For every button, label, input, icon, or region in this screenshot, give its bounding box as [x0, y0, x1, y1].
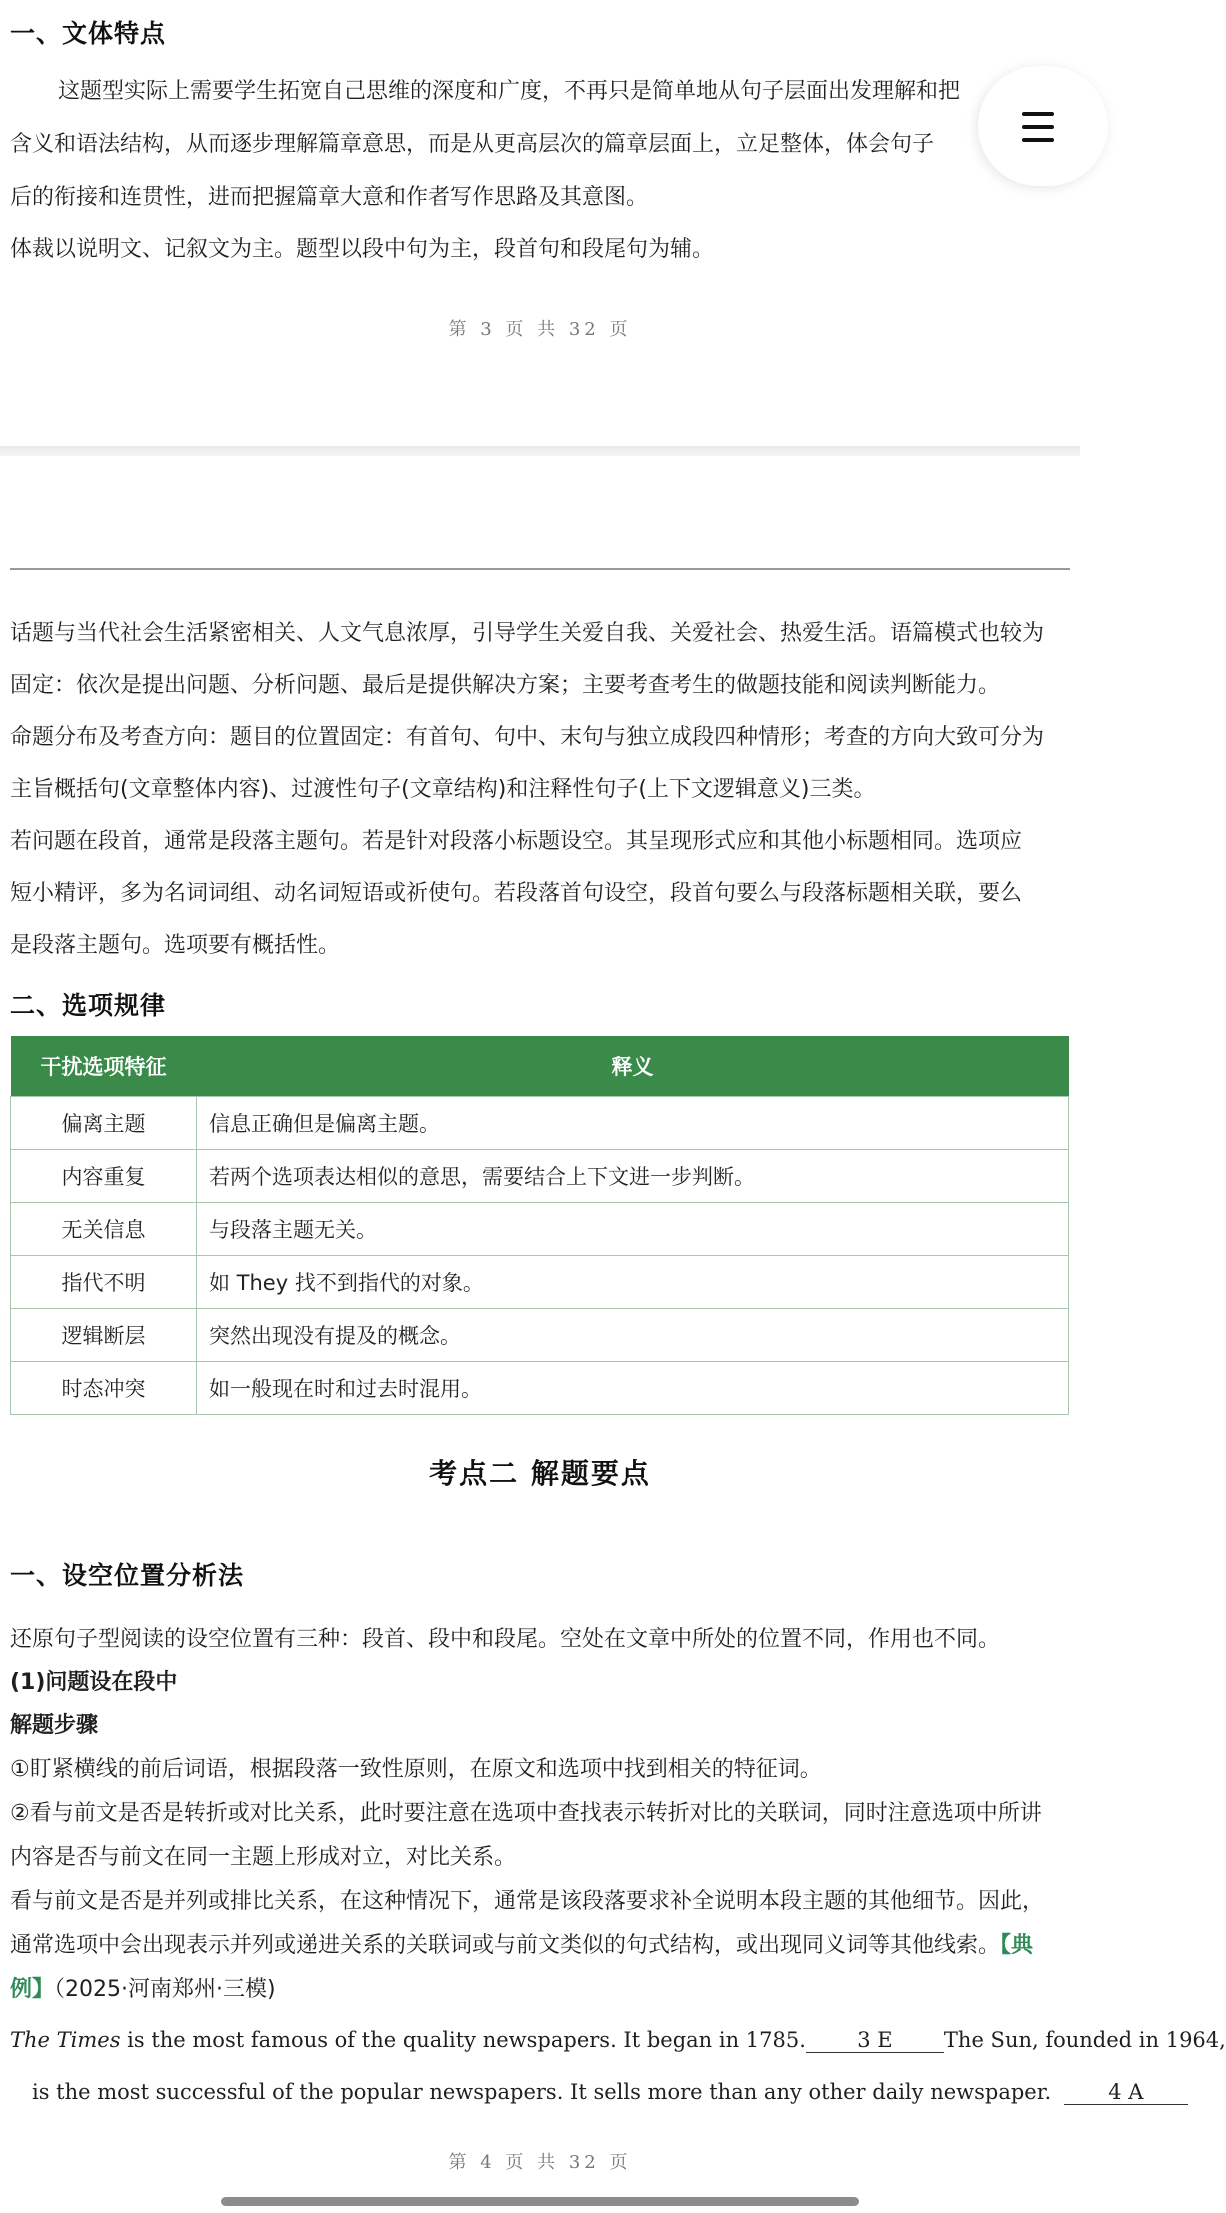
- table-cell: 信息正确但是偏离主题。: [197, 1096, 1069, 1149]
- example-tag: 例】: [10, 1977, 55, 2002]
- paragraph-line: 含义和语法结构，从而逐步理解篇章意思，而是从更高层次的篇章层面上，立足整体，体会句子: [10, 132, 935, 157]
- menu-button[interactable]: [978, 66, 1108, 186]
- table-cell: 突然出现没有提及的概念。: [197, 1308, 1069, 1361]
- distractor-table: [10, 1036, 1069, 1415]
- table-cell: 如一般现在时和过去时混用。: [197, 1361, 1069, 1414]
- example-line: [10, 1972, 1070, 2003]
- table-cell: 时态冲突: [11, 1361, 197, 1414]
- answer-blank: 4 A: [1064, 2080, 1188, 2105]
- english-text: is the most successful of the popular newspapers. It sells more than any other daily newspaper.: [32, 2080, 1052, 2104]
- table-row: [11, 1096, 1069, 1149]
- paragraph-line: 主旨概括句(文章整体内容)、过渡性句子(文章结构)和注释性句子(上下文逻辑意义)三类。: [10, 777, 876, 802]
- document-page-4: [0, 456, 1226, 2213]
- section-title: 考点二 解题要点: [429, 1457, 651, 1490]
- table-cell: 指代不明: [11, 1255, 197, 1308]
- table-cell: 如 They 找不到指代的对象。: [197, 1255, 1069, 1308]
- table-cell: 若两个选项表达相似的意思，需要结合上下文进一步判断。: [197, 1149, 1069, 1202]
- table-header-cell: 释义: [197, 1036, 1069, 1096]
- table-row: [11, 1149, 1069, 1202]
- english-example-line: [32, 2080, 1144, 2105]
- table-cell: 与段落主题无关。: [197, 1202, 1069, 1255]
- paragraph-line: 是段落主题句。选项要有概括性。: [10, 933, 341, 958]
- example-tag: 【典: [1000, 1933, 1034, 1958]
- english-text: is the most famous of the quality newspapers. It began in 1785.: [120, 2028, 806, 2052]
- table-row: [11, 1308, 1069, 1361]
- paragraph-line: 固定：依次是提出问题、分析问题、最后是提供解决方案；主要考查考生的做题技能和阅读判断能力。: [10, 673, 1001, 698]
- page-footer: 第 3 页 共 32 页: [448, 319, 632, 340]
- hamburger-menu-icon: [1022, 112, 1054, 142]
- subheading: 解题步骤: [10, 1713, 99, 1738]
- table-cell: 无关信息: [11, 1202, 197, 1255]
- paragraph-line: 后的衔接和连贯性，进而把握篇章大意和作者写作思路及其意图。: [10, 185, 649, 210]
- paragraph-line: 短小精评，多为名词词组、动名词短语或祈使句。若段落首句设空，段首句要么与段落标题相关联，要么: [10, 881, 1023, 906]
- newspaper-name: The Times: [10, 2028, 121, 2052]
- english-example-line: [10, 2028, 1226, 2053]
- table-header-cell: 干扰选项特征: [11, 1036, 197, 1096]
- table-row: [11, 1361, 1069, 1414]
- section-heading-style: 一、文体特点: [10, 19, 167, 48]
- home-indicator[interactable]: [221, 2197, 859, 2206]
- subheading: (1)问题设在段中: [10, 1670, 178, 1695]
- step-line: 内容是否与前文在同一主题上形成对立，对比关系。: [10, 1845, 517, 1870]
- table-row: [11, 1255, 1069, 1308]
- document-page-3: [0, 0, 1080, 446]
- paragraph-line: 这题型实际上需要学生拓宽自己思维的深度和广度，不再只是简单地从句子层面出发理解和把: [58, 79, 961, 104]
- paragraph-line: 体裁以说明文、记叙文为主。题型以段中句为主，段首句和段尾句为辅。: [10, 237, 715, 262]
- page-separator: [0, 446, 1080, 456]
- header-divider: [10, 568, 1070, 570]
- table-cell: 偏离主题: [11, 1096, 197, 1149]
- step-line: [10, 1928, 1070, 1959]
- step-line: ①盯紧横线的前后词语，根据段落一致性原则，在原文和选项中找到相关的特征词。: [10, 1757, 822, 1782]
- table-header-row: [11, 1036, 1069, 1096]
- table-cell: 逻辑断层: [11, 1308, 197, 1361]
- section-heading-position: 一、设空位置分析法: [10, 1561, 245, 1590]
- page-footer: 第 4 页 共 32 页: [448, 2152, 632, 2173]
- paragraph-line: 还原句子型阅读的设空位置有三种：段首、段中和段尾。空处在文章中所处的位置不同，作用也不同。: [10, 1627, 1001, 1652]
- answer-blank: 3 E: [806, 2028, 944, 2053]
- step-text: 通常选项中会出现表示并列或递进关系的关联词或与前文类似的句式结构，或出现同义词等其他线索。: [10, 1933, 1001, 1958]
- step-line: ②看与前文是否是转折或对比关系，此时要注意在选项中查找表示转折对比的关联词，同时注意选项中所讲: [10, 1801, 1042, 1826]
- paragraph-line: 若问题在段首，通常是段落主题句。若是针对段落小标题设空。其呈现形式应和其他小标题相同。选项应: [10, 829, 1023, 854]
- step-line: 看与前文是否是并列或排比关系，在这种情况下，通常是该段落要求补全说明本段主题的其他细节。因此，: [10, 1889, 1045, 1914]
- paragraph-line: 命题分布及考查方向：题目的位置固定：有首句、句中、末句与独立成段四种情形；考查的方向大致可分为: [10, 725, 1045, 750]
- example-source: （2025·河南郑州·三模): [54, 1977, 276, 2002]
- paragraph-line: 话题与当代社会生活紧密相关、人文气息浓厚，引导学生关爱自我、关爱社会、热爱生活。语篇模式也较为: [10, 621, 1045, 646]
- english-text: The Sun, founded in 1964,: [943, 2028, 1226, 2052]
- table-cell: 内容重复: [11, 1149, 197, 1202]
- table-row: [11, 1202, 1069, 1255]
- section-heading-options: 二、选项规律: [10, 991, 167, 1020]
